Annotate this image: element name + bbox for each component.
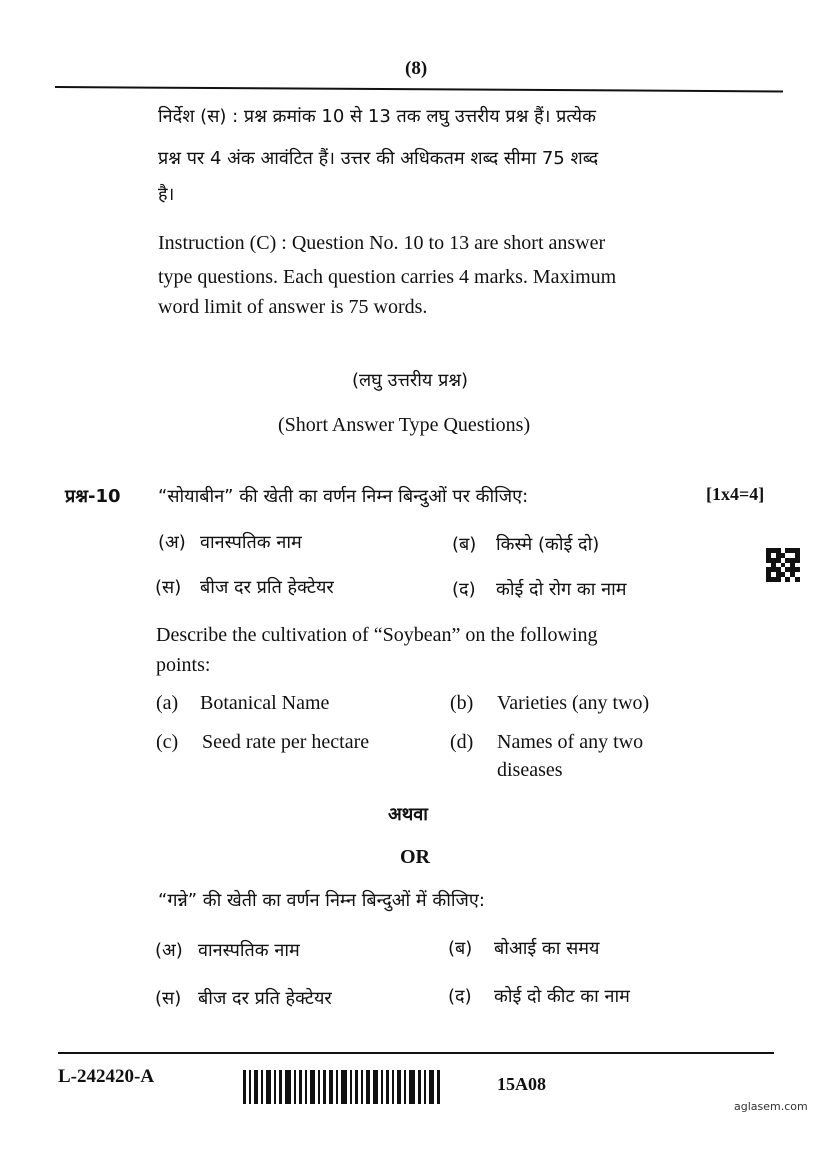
option-text: बीज दर प्रति हेक्टेयर	[198, 988, 332, 1009]
instruction-en-line-3: word limit of answer is 75 words.	[158, 296, 428, 318]
option-key: (c)	[156, 731, 179, 753]
option-key: (a)	[156, 692, 179, 714]
series-code: 15A08	[497, 1074, 546, 1094]
option-text: Botanical Name	[200, 692, 330, 714]
question-text-en-line-2: points:	[156, 654, 211, 676]
option-text: Varieties (any two)	[497, 692, 650, 714]
alt-question-text-hi: “गन्ने” की खेती का वर्णन निम्न बिन्दुओं में कीजिए:	[158, 890, 485, 911]
option-key: (द)	[452, 579, 476, 600]
instruction-hi-line-1: निर्देश (स) : प्रश्न क्रमांक 10 से 13 तक लघु उत्तरीय प्रश्न हैं। प्रत्येक	[158, 106, 596, 127]
option-text: कोई दो रोग का नाम	[496, 579, 627, 600]
instruction-hi-line-2: प्रश्न पर 4 अंक आवंटित हैं। उत्तर की अधिकतम शब्द सीमा 75 शब्द	[158, 148, 599, 169]
option-key: (अ)	[155, 940, 183, 961]
instruction-en-line-2: type questions. Each question carries 4 marks. Maximum	[158, 266, 617, 288]
barcode	[243, 1070, 465, 1104]
question-text-hi: “सोयाबीन” की खेती का वर्णन निम्न बिन्दुओं पर कीजिए:	[158, 486, 529, 507]
marks-badge: [1x4=4]	[706, 484, 765, 504]
option-key: (d)	[450, 731, 474, 753]
question-text-en-line-1: Describe the cultivation of “Soybean” on the following	[156, 624, 598, 646]
option-text: बोआई का समय	[494, 938, 600, 959]
option-text-continued: diseases	[497, 759, 563, 781]
option-text: Names of any two	[497, 731, 644, 753]
option-text: बीज दर प्रति हेक्टेयर	[200, 577, 334, 598]
qr-code	[766, 548, 800, 582]
section-title-en: (Short Answer Type Questions)	[278, 414, 531, 436]
option-key: (ब)	[452, 534, 477, 555]
question-label: प्रश्न-10	[65, 486, 121, 507]
option-key: (द)	[448, 986, 472, 1007]
option-text: Seed rate per hectare	[202, 731, 370, 753]
instruction-hi-line-3: है।	[158, 184, 175, 205]
bottom-rule	[58, 1052, 774, 1054]
section-title-hi: (लघु उत्तरीय प्रश्न)	[352, 370, 469, 391]
option-text: वानस्पतिक नाम	[198, 940, 300, 961]
or-label-hi: अथवा	[388, 804, 428, 825]
option-key: (ब)	[448, 938, 473, 959]
watermark: aglasem.com	[734, 1100, 808, 1113]
instruction-en-line-1: Instruction (C) : Question No. 10 to 13 are short answer	[158, 232, 606, 254]
option-key: (b)	[450, 692, 474, 714]
option-key: (स)	[155, 577, 182, 598]
option-text: वानस्पतिक नाम	[200, 532, 302, 553]
or-label-en: OR	[400, 846, 430, 868]
option-text: किस्मे (कोई दो)	[496, 534, 600, 555]
paper-code: L-242420-A	[58, 1066, 155, 1087]
page-number: (8)	[405, 58, 428, 79]
option-key: (स)	[155, 988, 182, 1009]
option-text: कोई दो कीट का नाम	[494, 986, 630, 1007]
top-rule	[55, 86, 783, 92]
option-key: (अ)	[158, 532, 186, 553]
